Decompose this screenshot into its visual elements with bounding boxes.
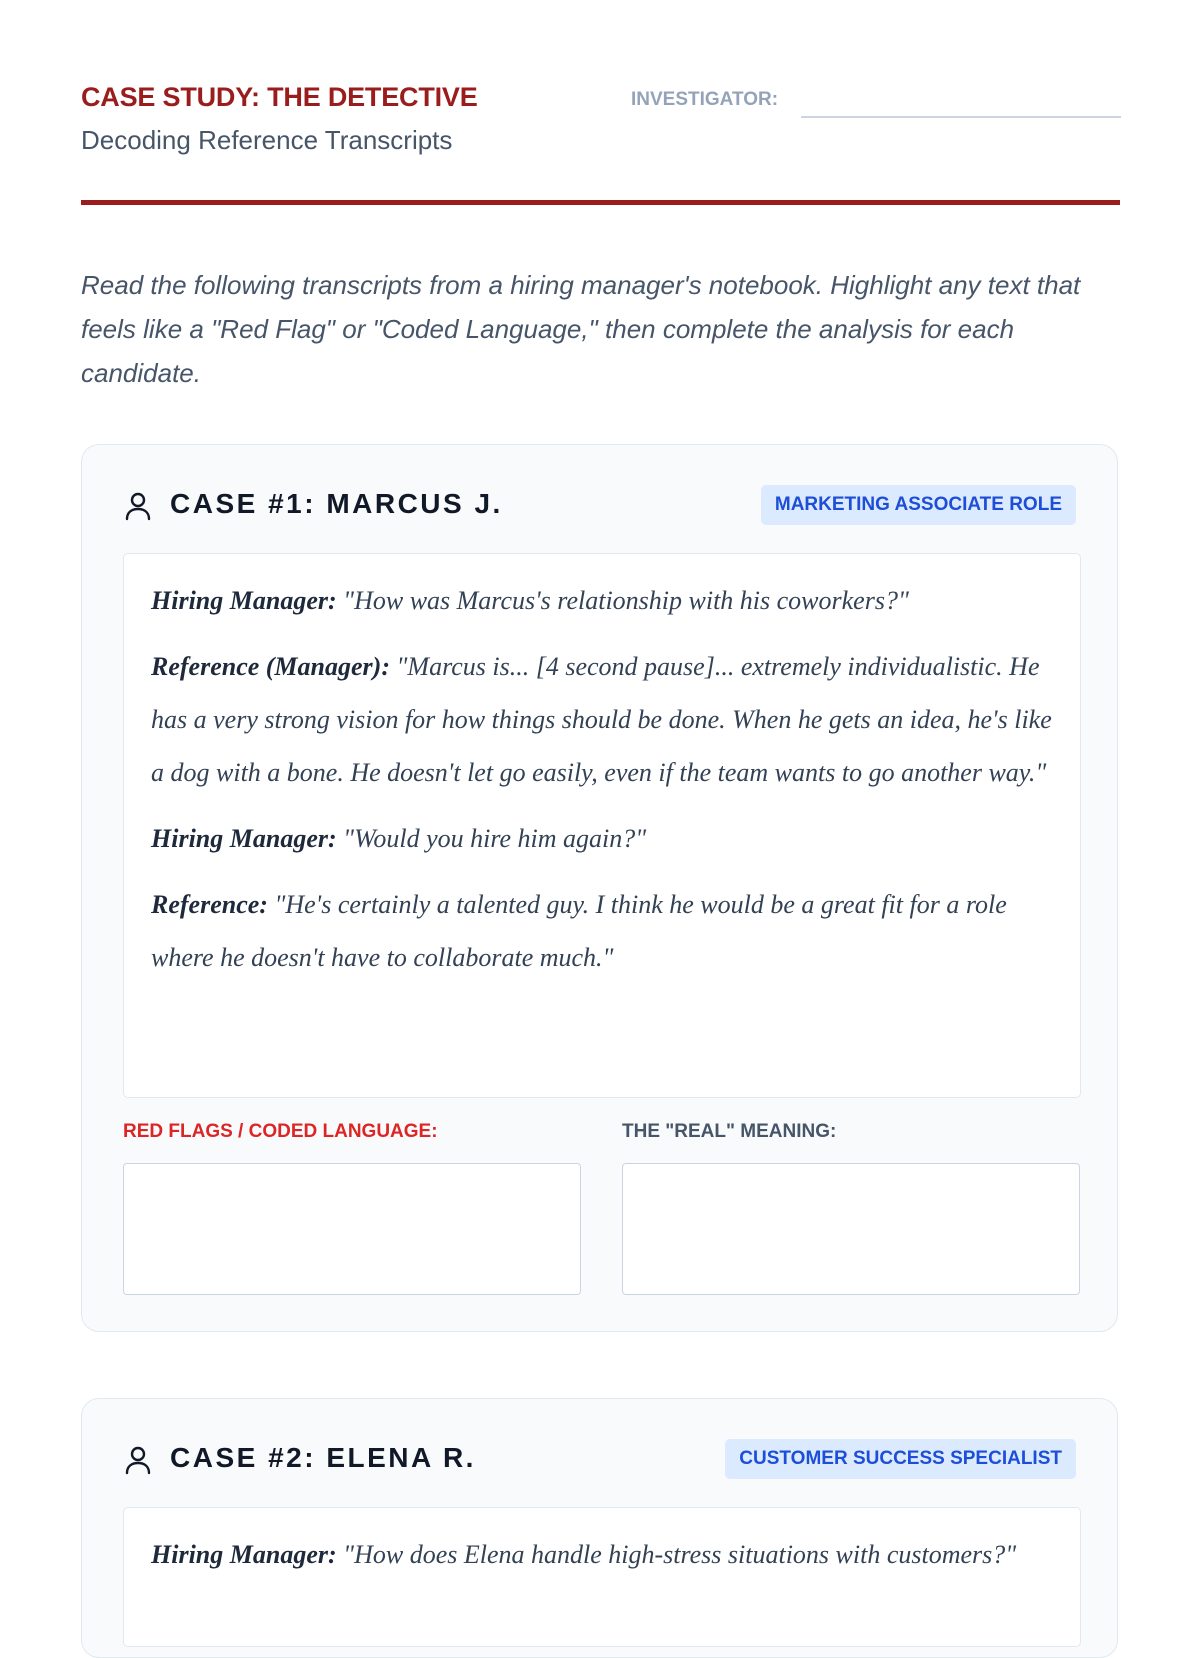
speaker-label: Hiring Manager: [151, 824, 337, 853]
case-card-elena [81, 1398, 1118, 1658]
investigator-name-field[interactable] [801, 116, 1121, 118]
person-icon [124, 1445, 152, 1475]
speaker-label: Reference: [151, 890, 268, 919]
role-badge: CUSTOMER SUCCESS SPECIALIST [725, 1439, 1076, 1479]
case-title: CASE #2: ELENA R. [170, 1442, 476, 1473]
red-flags-field-group [123, 1121, 581, 1143]
real-meaning-label: THE "REAL" MEANING: [622, 1121, 837, 1142]
quote-text: "Would you hire him again?" [343, 824, 647, 853]
person-icon [124, 491, 152, 521]
page-subtitle: Decoding Reference Transcripts [81, 125, 453, 155]
transcript-line [151, 878, 1053, 984]
role-badge: MARKETING ASSOCIATE ROLE [761, 485, 1076, 525]
quote-text: "He's certainly a talented guy. I think he would be a great fit for a role where he doesn't have to collaborate much." [151, 890, 1007, 972]
quote-text: "How does Elena handle high-stress situations with customers?" [343, 1540, 1017, 1569]
real-meaning-field-group [622, 1121, 1080, 1143]
page-title: CASE STUDY: THE DETECTIVE [81, 82, 478, 112]
transcript-line [151, 812, 1053, 865]
instructions-text: Read the following transcripts from a hiring manager's notebook. Highlight any text that feels like a "Red Flag" or "Coded Language," then complete the analysis for each candidate. [81, 270, 1081, 388]
quote-text: "Marcus is... [4 second pause]... extremely individualistic. He has a very strong vision for how things should be done. When he gets an idea, he's like a dog with a bone. He doesn't let go easily, even if the team wants to go another way." [151, 652, 1052, 787]
red-flags-input[interactable] [123, 1163, 581, 1295]
speaker-label: Reference (Manager): [151, 652, 390, 681]
transcript-box [123, 553, 1081, 1098]
real-meaning-input[interactable] [622, 1163, 1080, 1295]
worksheet-page [81, 0, 1120, 1569]
transcript-box [123, 1507, 1081, 1647]
transcript-line [151, 640, 1053, 799]
red-flags-label: RED FLAGS / CODED LANGUAGE: [123, 1121, 438, 1142]
speaker-label: Hiring Manager: [151, 586, 337, 615]
case-header [124, 1439, 1076, 1481]
transcript-line [151, 1528, 1053, 1581]
case-title: CASE #1: MARCUS J. [170, 488, 503, 519]
case-card-marcus [81, 444, 1118, 1332]
header-divider [81, 200, 1120, 205]
quote-text: "How was Marcus's relationship with his coworkers?" [343, 586, 909, 615]
worksheet-header [81, 0, 1120, 207]
investigator-label: INVESTIGATOR: [631, 89, 779, 110]
speaker-label: Hiring Manager: [151, 1540, 337, 1569]
transcript-line [151, 574, 1053, 627]
case-header [124, 485, 1076, 527]
